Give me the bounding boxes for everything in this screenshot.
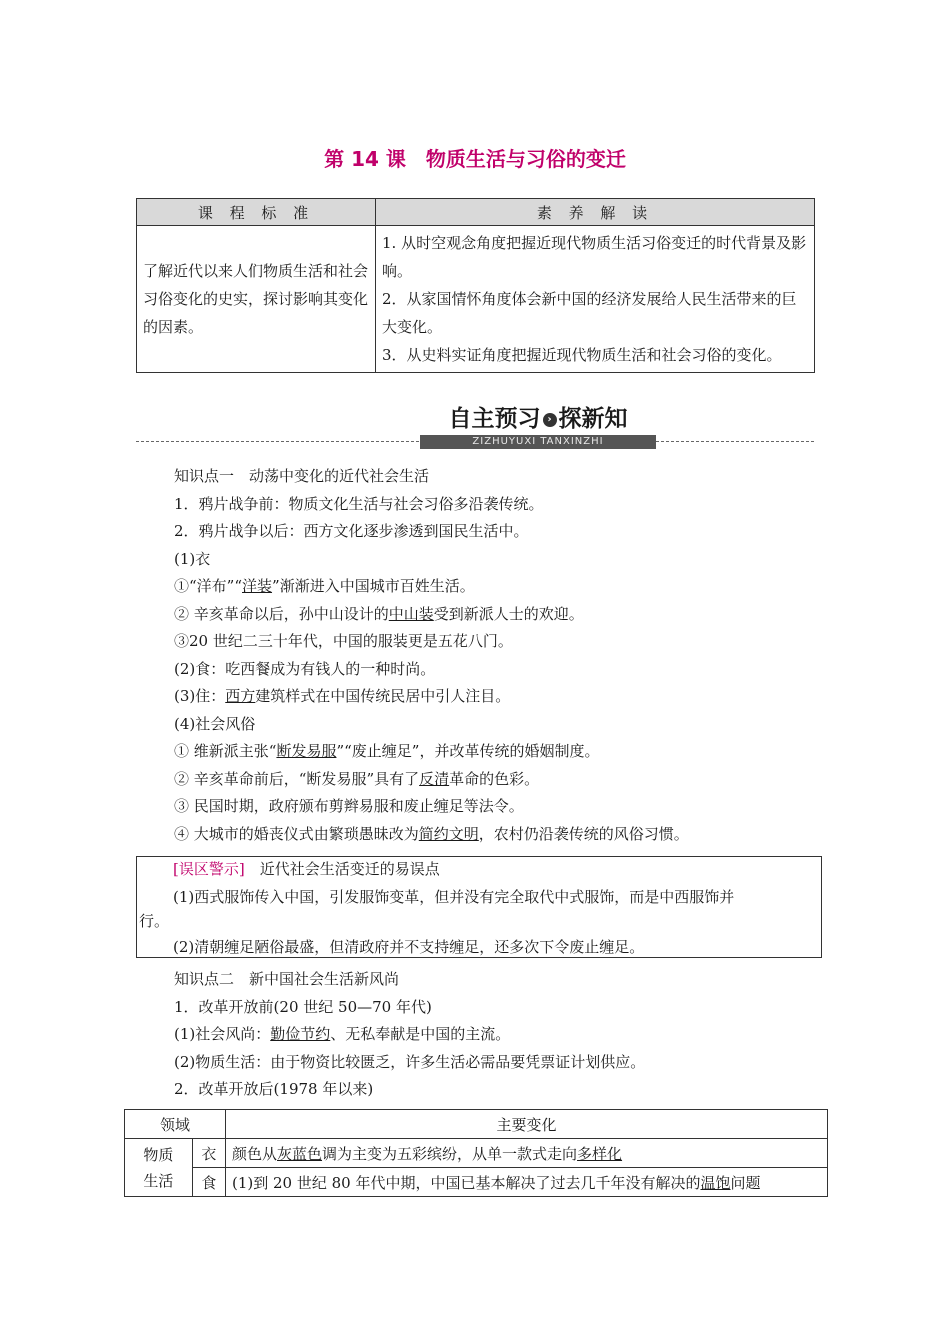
- change-cell: (1)到 20 世纪 80 年代中期，中国已基本解决了过去几千年没有解决的温饱问题: [226, 1168, 828, 1197]
- banner-pinyin: ZIZHUYUXI TANXINZHI: [420, 435, 656, 449]
- section-banner: [420, 404, 656, 448]
- literacy-item: 2．从家国情怀角度体会新中国的经济发展给人民生活带来的巨大变化。: [382, 290, 797, 336]
- banner-right: 探新知: [558, 406, 628, 432]
- text-line: (1)衣: [174, 550, 211, 568]
- banner-left: 自主预习: [448, 406, 541, 432]
- underlined-term: 西方: [225, 687, 256, 705]
- literacy-cell: [376, 226, 815, 373]
- header-standard: 课 程 标 准: [137, 199, 376, 226]
- warning-title: 近代社会生活变迁的易误点: [244, 860, 440, 878]
- underlined-term: 反清: [419, 770, 450, 788]
- text-line: (2)食：吃西餐成为有钱人的一种时尚。: [174, 660, 436, 678]
- underlined-term: 中山装: [388, 605, 434, 623]
- text-line: ①“洋布”“洋装”渐渐进入中国城市百姓生活。: [174, 577, 475, 595]
- page-title: 第 14 课 物质生活与习俗的变迁: [324, 147, 626, 171]
- text-line: 2．改革开放后(1978 年以来): [174, 1080, 374, 1098]
- header-changes: 主要变化: [226, 1110, 828, 1139]
- section2-heading: 知识点二 新中国社会生活新风尚: [174, 970, 400, 988]
- text-line: ② 辛亥革命以后，孙中山设计的中山装受到新派人士的欢迎。: [174, 605, 584, 623]
- text-line: ① 维新派主张“断发易服”“废止缠足”，并改革传统的婚姻制度。: [174, 742, 600, 760]
- section1-heading: 知识点一 动荡中变化的近代社会生活: [174, 467, 430, 485]
- warning-point: (2)清朝缠足陋俗最盛，但清政府并不支持缠足，还多次下令废止缠足。: [173, 938, 645, 956]
- underlined-term: 勤俭节约: [270, 1025, 331, 1043]
- text-line: (2)物质生活：由于物资比较匮乏，许多生活必需品要凭票证计划供应。: [174, 1053, 646, 1071]
- standard-text: 了解近代以来人们物质生活和社会习俗变化的史实，探讨影响其变化的因素。: [137, 226, 376, 373]
- subcategory-cell: 食: [192, 1168, 225, 1197]
- text-line: (3)住：西方建筑样式在中国传统民居中引人注目。: [174, 687, 511, 705]
- changes-table: [124, 1109, 828, 1197]
- underlined-term: 断发易服: [276, 742, 337, 760]
- warning-tag: [误区警示]: [173, 860, 245, 878]
- underlined-term: 简约文明: [418, 825, 479, 843]
- text-line: (4)社会风俗: [174, 715, 256, 733]
- underlined-term: 多样化: [577, 1144, 623, 1163]
- subcategory-cell: 衣: [192, 1139, 225, 1168]
- change-cell: 颜色从灰蓝色调为主变为五彩缤纷，从单一款式走向多样化: [226, 1139, 828, 1168]
- warning-point: (1)西式服饰传入中国，引发服饰变革，但并没有完全取代中式服饰，而是中西服饰并: [173, 888, 735, 906]
- text-line: ② 辛亥革命前后，“断发易服”具有了反清革命的色彩。: [174, 770, 540, 788]
- standards-table: [136, 198, 815, 373]
- text-line: 2．鸦片战争以后：西方文化逐步渗透到国民生活中。: [174, 522, 529, 540]
- warning-box: [136, 856, 822, 958]
- warning-point-cont: 行。: [139, 912, 170, 930]
- underlined-term: 洋装: [242, 577, 273, 595]
- text-line: 1．鸦片战争前：物质文化生活与社会习俗多沿袭传统。: [174, 495, 544, 513]
- literacy-item: 1. 从时空观念角度把握近现代物质生活习俗变迁的时代背景及影响。: [382, 234, 807, 280]
- text-line: ③20 世纪二三十年代，中国的服装更是五花八门。: [174, 632, 513, 650]
- header-field: 领域: [125, 1110, 226, 1139]
- underlined-term: 灰蓝色: [277, 1144, 323, 1163]
- text-line: ④ 大城市的婚丧仪式由繁琐愚昧改为简约文明，农村仍沿袭传统的风俗习惯。: [174, 825, 689, 843]
- literacy-item: 3．从史料实证角度把握近现代物质生活和社会习俗的变化。: [382, 346, 782, 364]
- header-literacy: 素 养 解 读: [376, 199, 815, 226]
- underlined-term: 温饱: [700, 1173, 731, 1192]
- arrow-icon: ›: [543, 413, 557, 427]
- text-line: ③ 民国时期，政府颁布剪辫易服和废止缠足等法令。: [174, 797, 524, 815]
- category-cell: 物质 生活: [125, 1139, 193, 1197]
- text-line: (1)社会风尚：勤俭节约、无私奉献是中国的主流。: [174, 1025, 511, 1043]
- text-line: 1．改革开放前(20 世纪 50—70 年代): [174, 998, 432, 1016]
